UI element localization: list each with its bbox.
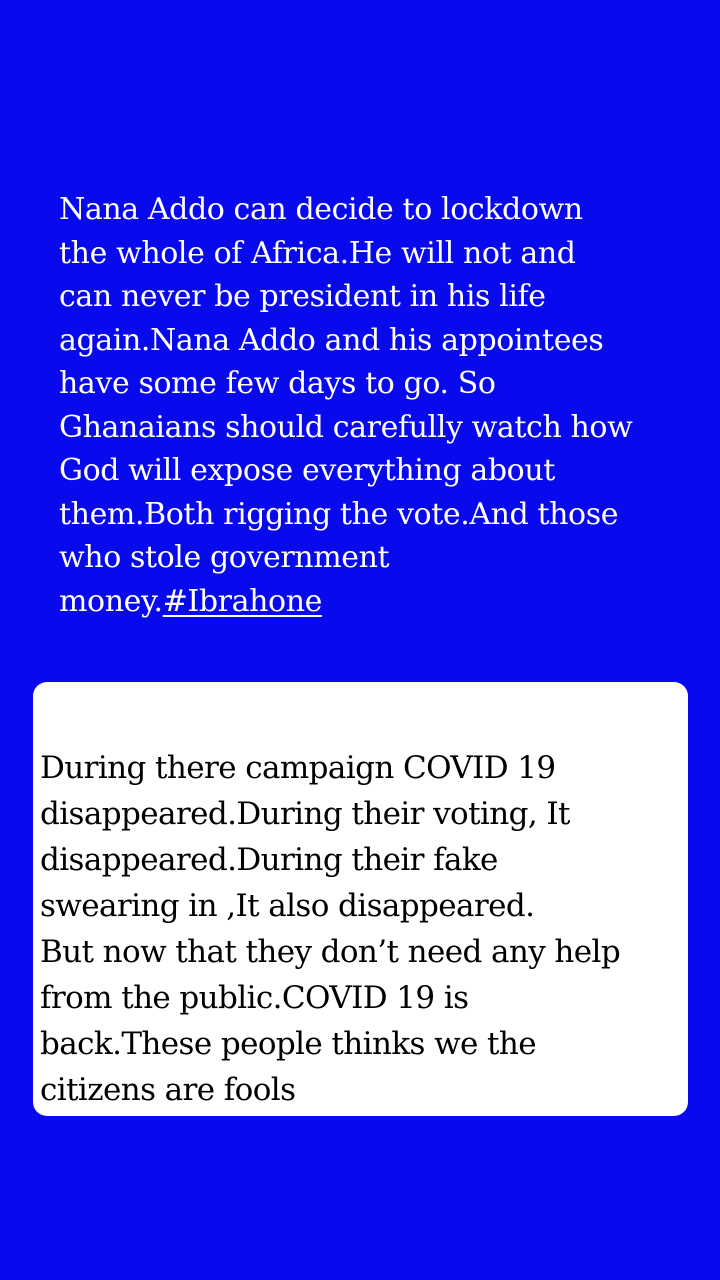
note-text-line: citizens are fools	[40, 1072, 296, 1108]
main-text-line: the whole of Africa.He will not and	[59, 235, 576, 271]
note-text-line: disappeared.During their voting, It	[40, 796, 570, 832]
note-text-line: from the public.COVID 19 is	[40, 980, 469, 1016]
story-main-text	[59, 188, 689, 623]
hashtag-link[interactable]: #Ibrahone	[162, 583, 322, 619]
main-text-line: who stole government	[59, 540, 390, 575]
main-text-line: have some few days to go. So	[59, 366, 496, 401]
note-card-text	[40, 745, 685, 1113]
main-text-line: again.Nana Addo and his appointees	[59, 322, 604, 358]
main-text-line: can never be president in his life	[59, 279, 546, 314]
main-text-line: them.Both rigging the vote.And those	[59, 496, 619, 532]
note-card	[33, 682, 688, 1116]
main-text-last-line-prefix: money.	[59, 583, 163, 619]
note-text-line: But now that they don’t need any help	[40, 934, 621, 970]
main-text-line: Ghanaians should carefully watch how	[59, 409, 633, 445]
note-text-line: During there campaign COVID 19	[40, 750, 556, 786]
main-text-line: God will expose everything about	[59, 453, 555, 488]
main-text-line: Nana Addo can decide to lockdown	[59, 192, 583, 227]
main-text-last-line	[59, 580, 689, 624]
note-text-line: back.These people thinks we the	[40, 1026, 536, 1062]
note-text-line: swearing in ,It also disappeared.	[40, 888, 535, 924]
note-text-line: disappeared.During their fake	[40, 842, 498, 878]
